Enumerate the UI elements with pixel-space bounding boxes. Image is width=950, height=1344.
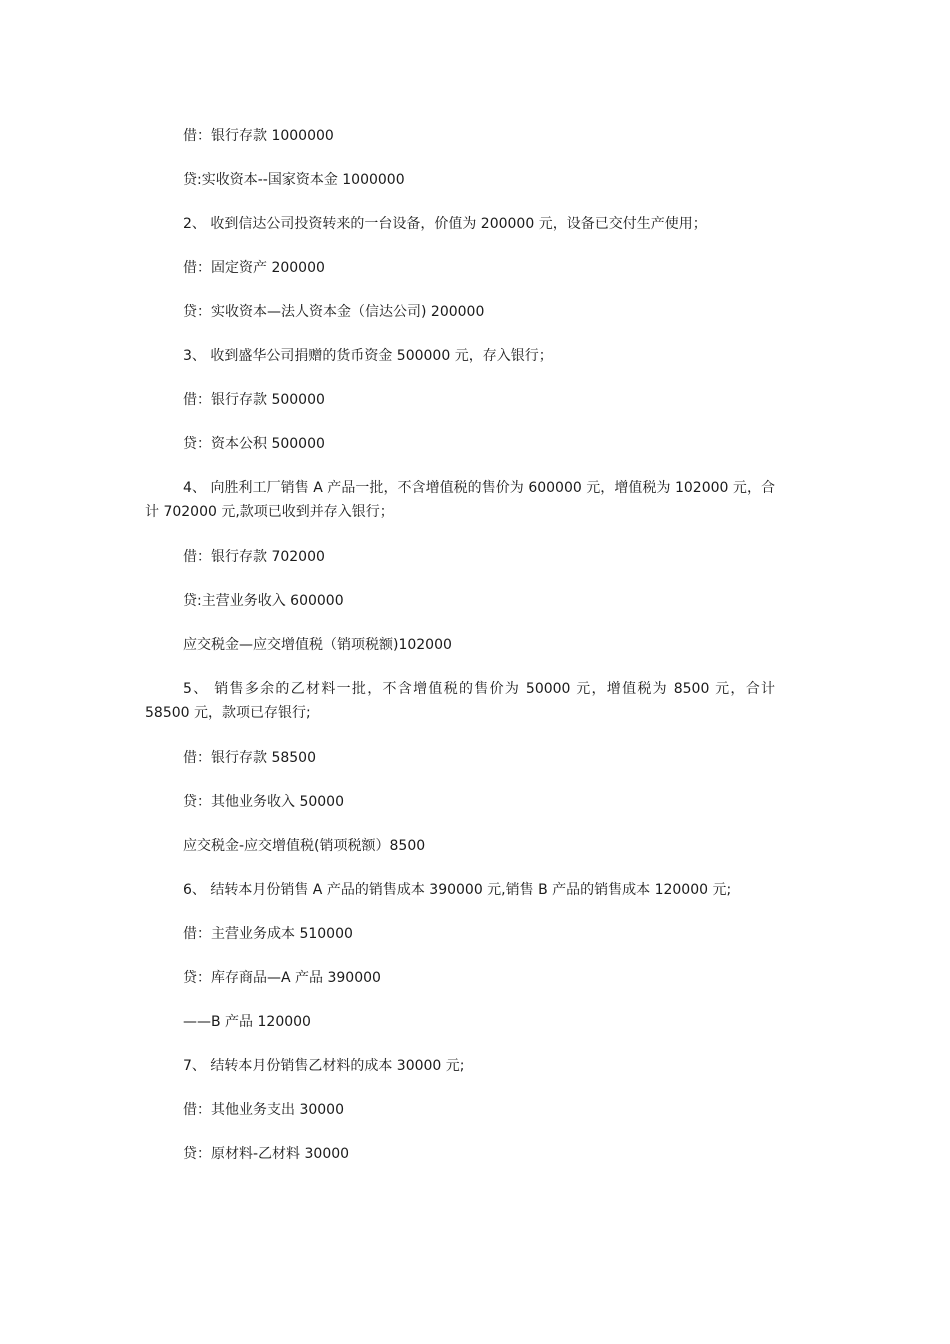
entry-debit-line: 借：固定资产 200000 <box>183 260 325 276</box>
entry-debit-line: 借：银行存款 500000 <box>183 392 325 408</box>
entry-credit-line: 应交税金—应交增值税（销项税额)102000 <box>183 637 452 653</box>
transaction-2-description: 2、 收到信达公司投资转来的一台设备，价值为 200000 元，设备已交付生产使用； <box>183 216 707 232</box>
transaction-5-description: 5、 销售多余的乙材料一批，不含增值税的售价为 50000 元，增值税为 8500 元，合计 58500 元，款项已存银行; <box>145 681 775 721</box>
entry-credit-line: 应交税金-应交增值税(销项税额）8500 <box>183 838 426 854</box>
entry-credit-line: 贷：资本公积 500000 <box>183 436 325 452</box>
entry-credit-line: 贷：实收资本—法人资本金（信达公司) 200000 <box>183 304 485 320</box>
entry-credit-line: 贷:主营业务收入 600000 <box>183 593 344 609</box>
entry-debit-line: 借：银行存款 702000 <box>183 549 325 565</box>
entry-debit-line: 借：银行存款 1000000 <box>183 128 334 144</box>
entry-credit-line: 贷：原材料-乙材料 30000 <box>183 1146 350 1162</box>
transaction-6-description: 6、 结转本月份销售 A 产品的销售成本 390000 元,销售 B 产品的销售成本 120000 元; <box>183 882 732 898</box>
entry-credit-line: 贷:实收资本--国家资本金 1000000 <box>183 172 405 188</box>
transaction-4-description: 4、 向胜利工厂销售 A 产品一批，不含增值税的售价为 600000 元，增值税为 102000 元，合计 702000 元,款项已收到并存入银行； <box>145 480 775 520</box>
transaction-7-description: 7、 结转本月份销售乙材料的成本 30000 元; <box>183 1058 465 1074</box>
transaction-3-description: 3、 收到盛华公司捐赠的货币资金 500000 元，存入银行； <box>183 348 553 364</box>
entry-debit-line: 借：银行存款 58500 <box>183 750 316 766</box>
entry-debit-line: 借：主营业务成本 510000 <box>183 926 353 942</box>
entry-credit-line: 贷：其他业务收入 50000 <box>183 794 344 810</box>
entry-debit-line: 借：其他业务支出 30000 <box>183 1102 344 1118</box>
entry-credit-line: 贷：库存商品—A 产品 390000 <box>183 970 381 986</box>
entry-credit-line: ——B 产品 120000 <box>183 1014 311 1030</box>
